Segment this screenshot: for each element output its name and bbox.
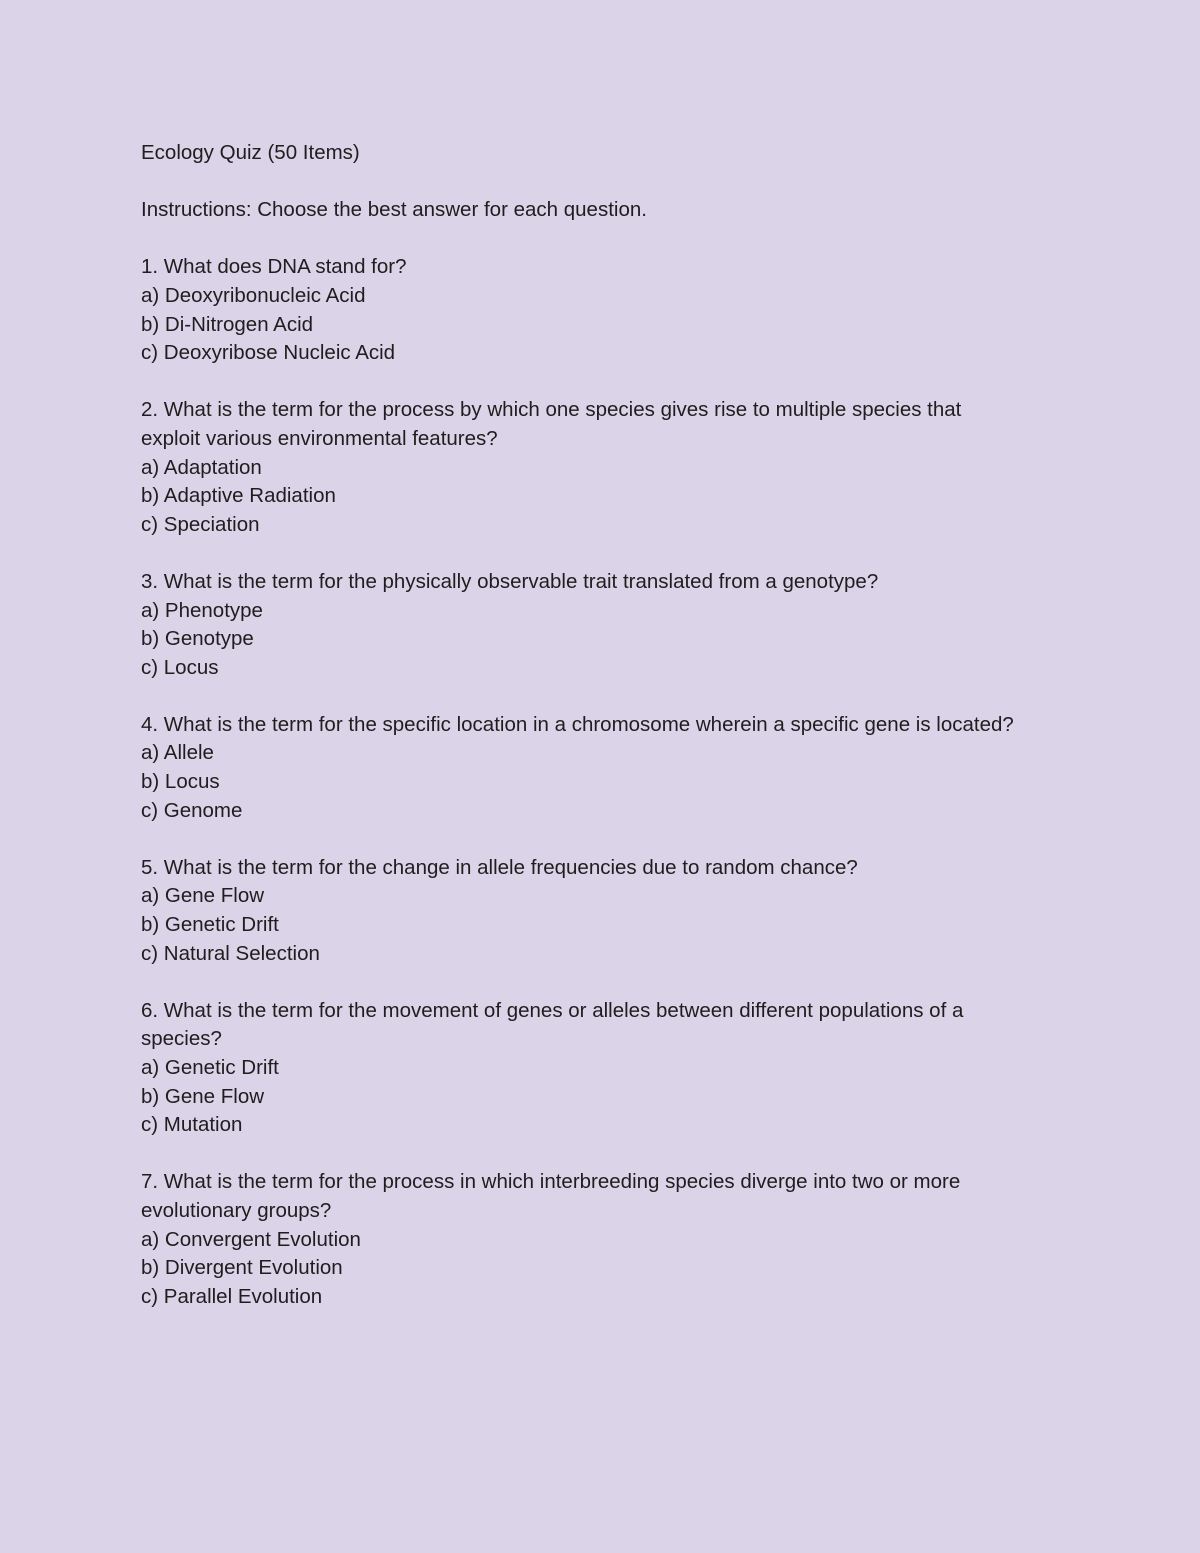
question-text: 6. What is the term for the movement of genes or alleles between different populations of a species? [141, 998, 964, 1051]
option-b: b) Divergent Evolution [141, 1256, 343, 1280]
option-c: c) Deoxyribose Nucleic Acid [141, 341, 396, 365]
question-text: 1. What does DNA stand for? [141, 255, 407, 279]
option-c: c) Genome [141, 798, 243, 822]
question-5 [141, 854, 1021, 968]
question-text: 4. What is the term for the specific location in a chromosome wherein a specific gene is located? [141, 712, 1014, 736]
option-c: c) Mutation [141, 1113, 243, 1137]
question-6 [141, 997, 1021, 1140]
option-a: a) Allele [141, 741, 214, 765]
option-c: c) Locus [141, 655, 219, 679]
option-c: c) Natural Selection [141, 941, 320, 965]
question-text: 7. What is the term for the process in which interbreeding species diverge into two or more evolutionary groups? [141, 1170, 961, 1222]
question-2 [141, 396, 1021, 539]
option-b: b) Genetic Drift [141, 913, 279, 937]
question-7 [141, 1168, 1021, 1311]
option-b: b) Adaptive Radiation [141, 484, 336, 508]
option-b: b) Genotype [141, 627, 254, 651]
document-page [141, 139, 1021, 1311]
option-a: a) Gene Flow [141, 884, 265, 908]
option-b: b) Di-Nitrogen Acid [141, 312, 314, 336]
question-text: 2. What is the term for the process by which one species gives rise to multiple species that exploit various environmental features? [141, 398, 962, 450]
document-title: Ecology Quiz (50 Items) [141, 141, 360, 164]
instructions-text: Instructions: Choose the best answer for each question. [141, 198, 647, 222]
option-a: a) Convergent Evolution [141, 1227, 361, 1251]
question-4 [141, 711, 1021, 825]
option-b: b) Locus [141, 770, 220, 794]
option-a: a) Deoxyribonucleic Acid [141, 283, 366, 307]
option-b: b) Gene Flow [141, 1084, 265, 1108]
option-a: a) Adaptation [141, 455, 262, 479]
option-c: c) Speciation [141, 512, 260, 536]
option-a: a) Phenotype [141, 598, 263, 622]
question-text: 3. What is the term for the physically observable trait translated from a genotype? [141, 569, 879, 593]
question-text: 5. What is the term for the change in allele frequencies due to random chance? [141, 855, 858, 879]
question-3 [141, 568, 1021, 682]
option-c: c) Parallel Evolution [141, 1284, 323, 1308]
question-1 [141, 253, 1021, 367]
option-a: a) Genetic Drift [141, 1056, 279, 1079]
